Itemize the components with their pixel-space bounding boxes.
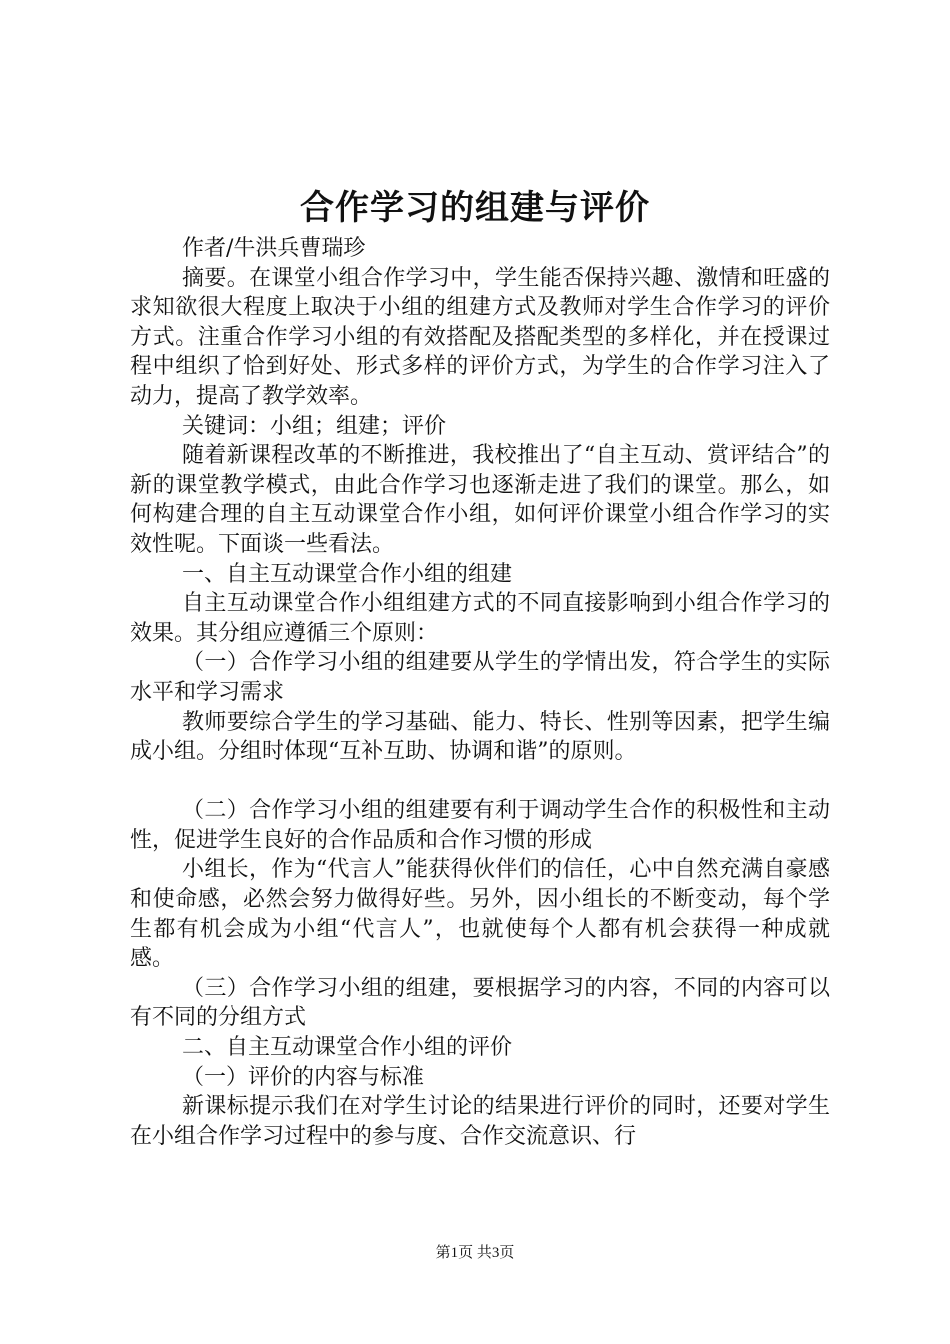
subsection-1-1-paragraph: 教师要综合学生的学习基础、能力、特长、性别等因素，把学生编成小组。分组时体现“互补互助、协调和谐”的原则。 xyxy=(130,709,830,765)
subsection-heading-1-3: （三）合作学习小组的组建，要根据学习的内容，不同的内容可以有不同的分组方式 xyxy=(130,975,830,1031)
section-heading-1: 一、自主互动课堂合作小组的组建 xyxy=(182,561,513,587)
subsection-heading-1-2: （二）合作学习小组的组建要有利于调动学生合作的积极性和主动性，促进学生良好的合作品质和合作习惯的形成 xyxy=(130,798,830,853)
subsection-2-1-paragraph: 新课标提示我们在对学生讨论的结果进行评价的同时，还要对学生在小组合作学习过程中的参与度、合作交流意识、行 xyxy=(130,1094,830,1149)
document-body xyxy=(130,234,830,1151)
intro-paragraph: 随着新课程改革的不断推进，我校推出了“自主互动、赏评结合”的新的课堂教学模式，由此合作学习也逐渐走进了我们的课堂。那么，如何构建合理的自主互动课堂合作小组，如何评价课堂小组合作学习的实效性呢。下面谈一些看法。 xyxy=(130,443,830,557)
subsection-1-2-paragraph: 小组长，作为“代言人”能获得伙伴们的信任，心中自然充满自豪感和使命感，必然会努力做得好些。另外，因小组长的不断变动，每个学生都有机会成为小组“代言人”，也就使每个人都有机会获得一种成就感。 xyxy=(130,857,830,972)
section-1-paragraph: 自主互动课堂合作小组组建方式的不同直接影响到小组合作学习的效果。其分组应遵循三个原则： xyxy=(130,591,830,646)
document-title: 合作学习的组建与评价 xyxy=(300,188,650,228)
abstract-paragraph: 摘要。在课堂小组合作学习中，学生能否保持兴趣、激情和旺盛的求知欲很大程度上取决于小组的组建方式及教师对学生合作学习的评价方式。注重合作学习小组的有效搭配及搭配类型的多样化，并在授课过程中组织了恰到好处、形式多样的评价方式，为学生的合作学习注入了动力，提高了教学效率。 xyxy=(130,265,830,409)
section-heading-2: 二、自主互动课堂合作小组的评价 xyxy=(182,1035,513,1061)
page-indicator: 第1页 共3页 xyxy=(435,1245,515,1261)
keywords-line: 关键词：小组；组建；评价 xyxy=(182,413,447,439)
subsection-heading-1-1: （一）合作学习小组的组建要从学生的学情出发，符合学生的实际水平和学习需求 xyxy=(130,650,830,705)
subsection-heading-2-1: （一）评价的内容与标准 xyxy=(182,1064,425,1090)
author-line: 作者/牛洪兵曹瑞珍 xyxy=(182,236,366,261)
